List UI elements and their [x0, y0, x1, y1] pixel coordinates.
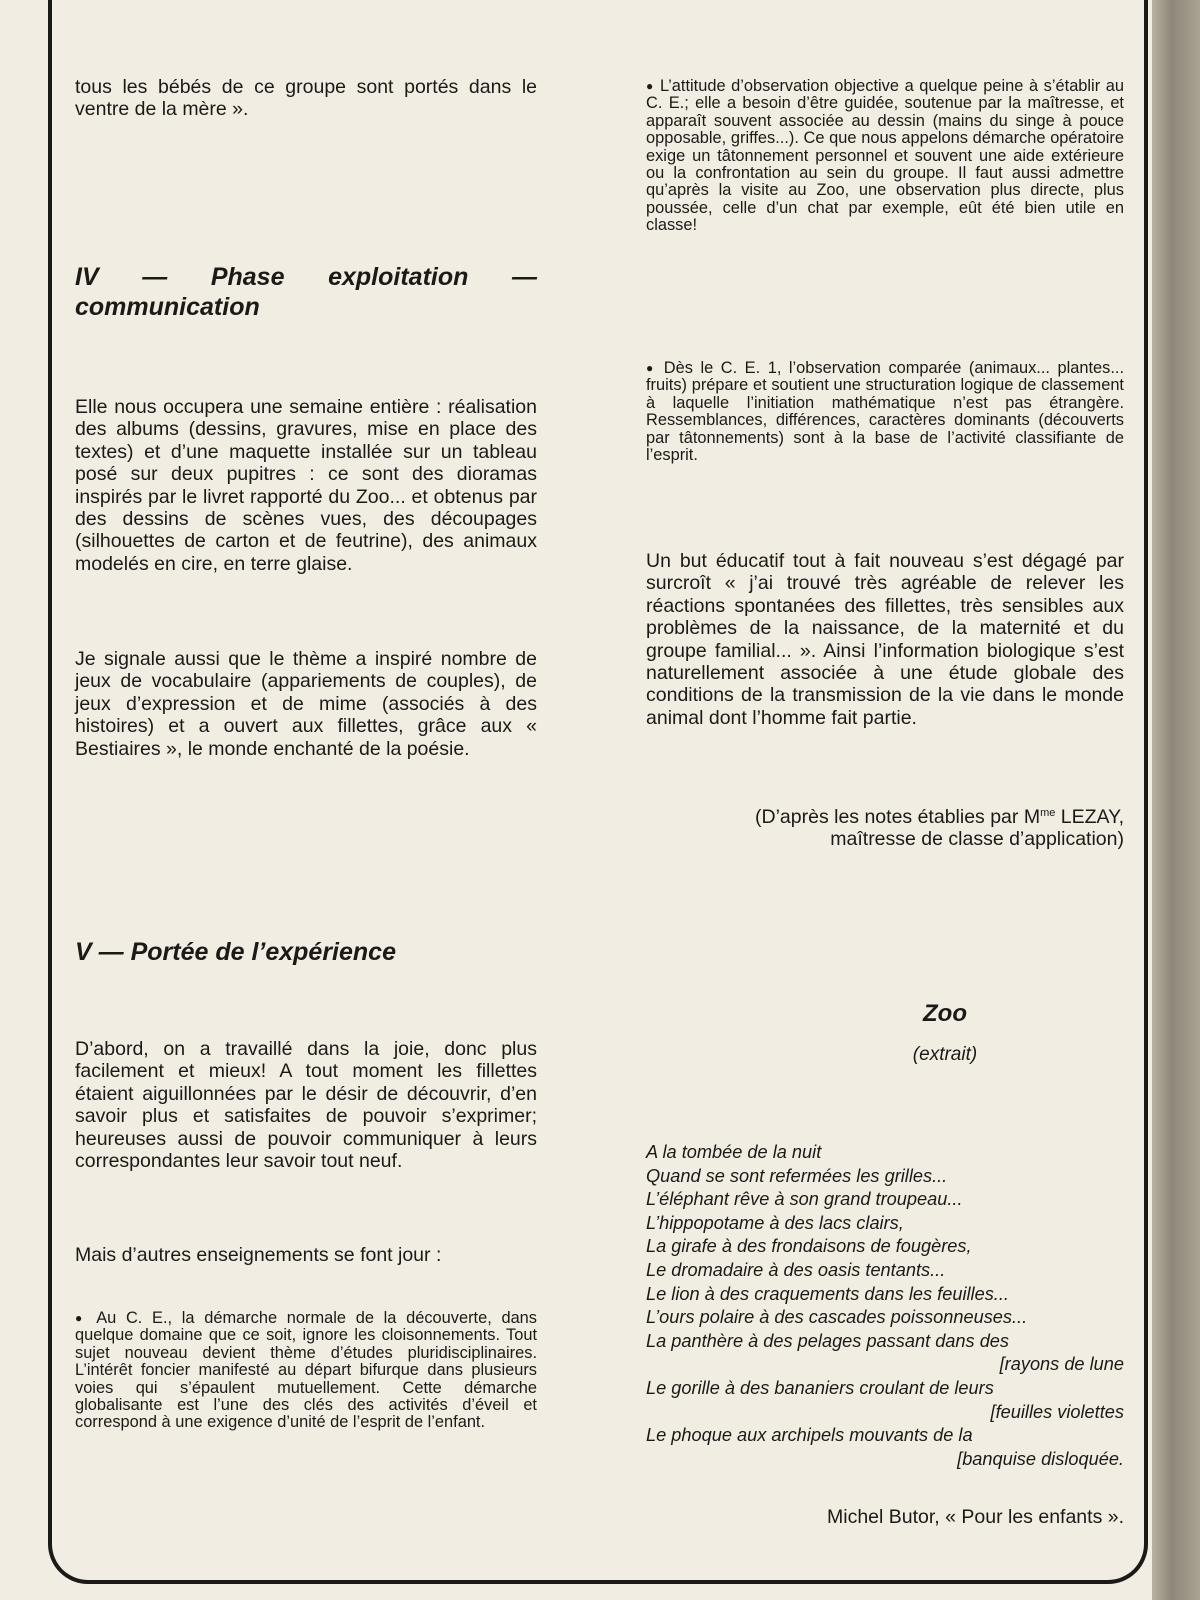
poem-line-continuation: [feuilles violettes: [990, 1401, 1124, 1422]
bullet-point-2: [646, 78, 1124, 235]
poem-line-continuation: [banquise disloquée.: [957, 1448, 1124, 1469]
bullet-icon: ●: [646, 361, 657, 375]
poem-line: Le phoque aux archipels mouvants de la: [646, 1425, 973, 1446]
section-4-heading: [75, 262, 537, 322]
bullet-point-2-text: L’attitude d’observation objective a quelque peine à s’établir au C. E.; elle a besoin d’être guidée, soutenue par la maîtresse, et apparaît souvent associée au dessin (mains du singe à pouce opposable, griffes...). Ce que nous appelons démarche opératoire exige un tâtonnement personnel et souvent une aide extérieure ou la confrontation au sein du groupe. Il faut aussi admettre qu’après la visite au Zoo, une observation plus directe, plus poussée, celle d’un chat par exemple, eût été bien utile en classe!: [646, 77, 1125, 235]
section-5-heading: V — Portée de l’expérience: [75, 938, 396, 966]
credit-line-2: maîtresse de classe d’application): [830, 828, 1124, 851]
bullet-point-3: [646, 360, 1124, 464]
page-binding-edge: [1152, 0, 1200, 1600]
section-5-paragraph-1: D’abord, on a travaillé dans la joie, donc plus facilement et mieux! A tout moment les fillettes étaient aiguillonnées par le désir de découvrir, d’en savoir plus et satisfaites de pouvoir s’exprimer; heureuses aussi de pouvoir communiquer à leurs correspondantes leur savoir tout neuf.: [75, 1038, 537, 1173]
poem-line: Le lion à des craquements dans les feuilles...: [646, 1283, 1009, 1304]
poem-lines: [646, 1141, 1124, 1471]
bullet-point-1-text: Au C. E., la démarche normale de la découverte, dans quelque domaine que ce soit, ignore les cloisonnements. Tout sujet nouveau devient thème d’études pluridisciplinaires. L’intérêt foncier manifesté au départ bifurque dans plusieurs voies qui s’épaulent mutuellement. Cette démarche globalisante est l’une des clés des activités d’éveil et correspond à une exigence d’unité de l’esprit de l’enfant.: [75, 1309, 537, 1432]
section-4-heading-line2: communication: [75, 293, 260, 321]
bullet-point-3-text: Dès le C. E. 1, l’observation comparée (animaux... plantes... fruits) prépare et soutient une structuration logique de classement à laquelle l’initiation mathématique n’est pas étrangère. Ressemblances, différences, caractères dominants (découverts par tâtonnements) sont à la base de l’activité classifiante de l’esprit.: [646, 359, 1124, 465]
credit-line-1: (D’après les notes établies par $M^{me}$ LEZAY,: [755, 806, 1124, 828]
poem-subtitle: (extrait): [912, 1044, 978, 1065]
poem-line: L’ours polaire à des cascades poissonneuses...: [646, 1307, 1028, 1328]
bullet-icon: ●: [646, 79, 655, 93]
bullet-point-1: [75, 1310, 537, 1432]
poem-line: La panthère à des pelages passant dans des: [646, 1330, 1010, 1351]
section-4-heading-line1: IV — Phase exploitation —: [75, 263, 537, 291]
poem-line: A la tombée de la nuit: [646, 1142, 822, 1162]
poem-attribution: Michel Butor, « Pour les enfants ».: [827, 1506, 1124, 1528]
poem-line-continuation: [rayons de lune: [999, 1354, 1124, 1375]
poem-line: La girafe à des frondaisons de fougères,: [646, 1236, 972, 1257]
poem-line: Le dromadaire à des oasis tentants...: [646, 1259, 946, 1280]
poem-line: Le gorille à des bananiers croulant de leurs: [646, 1377, 994, 1398]
section-4-paragraph-2: Je signale aussi que le thème a inspiré nombre de jeux de vocabulaire (appariements de couples), de jeux d’expression et de mime (associés à des histoires) et a ouvert aux fillettes, grâce aux « Bestiaires », le monde enchanté de la poésie.: [75, 648, 537, 760]
poem-line: Quand se sont refermées les grilles...: [646, 1165, 948, 1186]
credit-note: [646, 802, 1124, 851]
poem-title: Zoo: [923, 1000, 967, 1027]
educational-goal-paragraph: Un but éducatif tout à fait nouveau s’est dégagé par surcroît « j’ai trouvé très agréable de relever les réactions spontanées des fillettes, très sensibles aux problèmes de la naissance, de la maternité et du groupe familial... ». Ainsi l’information biologique s’est naturellement associée à une étude globale des conditions de la transmission de la vie dans le monde animal dont l’homme fait partie.: [646, 550, 1124, 729]
intro-text: tous les bébés de ce groupe sont portés dans le ventre de la mère ».: [75, 76, 537, 121]
bullet-icon: ●: [75, 1311, 88, 1325]
section-5-paragraph-2: Mais d’autres enseignements se font jour :: [75, 1244, 442, 1266]
poem-line: L’hippopotame à des lacs clairs,: [646, 1212, 904, 1233]
poem-line: L’éléphant rêve à son grand troupeau...: [646, 1189, 963, 1210]
section-4-paragraph-1: Elle nous occupera une semaine entière : réalisation des albums (dessins, gravures, mise en place des textes) et d’une maquette installée sur un tableau posé sur deux pupitres : ce sont des dioramas inspirés par le livret rapporté du Zoo... et obtenus par des dessins de scènes vues, des découpages (silhouettes de carton et de feutrine), des animaux modelés en cire, en terre glaise.: [75, 396, 537, 575]
